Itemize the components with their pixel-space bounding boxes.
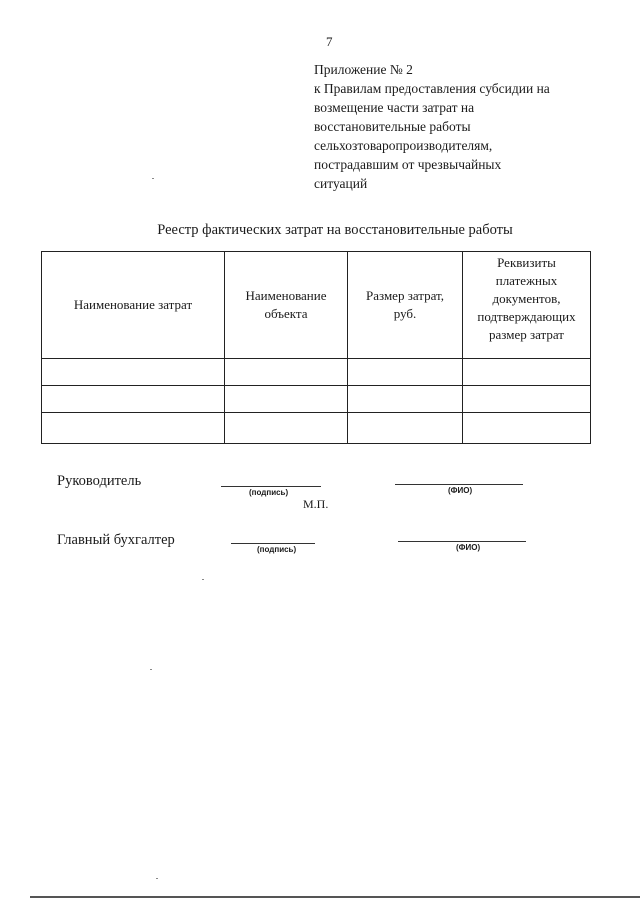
header-payment-documents: Реквизиты платежных документов, подтверждающих размер затрат	[463, 252, 591, 359]
appendix-line: ситуаций	[314, 176, 368, 191]
head-signature-caption: (подпись)	[249, 488, 289, 497]
page-number: 7	[326, 34, 333, 49]
appendix-line: возмещение части затрат на	[314, 100, 475, 115]
table-row	[42, 413, 591, 444]
table-cell	[463, 359, 591, 386]
table-cell	[348, 359, 463, 386]
head-name-caption: (ФИО)	[448, 486, 473, 495]
appendix-line: восстановительные работы	[314, 119, 471, 134]
scan-speck	[156, 878, 158, 879]
header-cost-name: Наименование затрат	[42, 252, 225, 359]
table-row	[42, 386, 591, 413]
table-cell	[42, 359, 225, 386]
scan-speck	[152, 178, 154, 179]
accountant-signature-line	[231, 543, 315, 544]
page-bottom-edge	[30, 896, 640, 898]
table-header-row	[42, 252, 591, 359]
table-cell	[225, 359, 348, 386]
table-cell	[463, 386, 591, 413]
accountant-role-label: Главный бухгалтер	[57, 532, 175, 548]
head-name-line	[395, 484, 523, 485]
appendix-line: пострадавшим от чрезвычайных	[314, 157, 502, 172]
table-row	[42, 359, 591, 386]
stamp-label: М.П.	[303, 497, 329, 511]
head-role-label: Руководитель	[57, 473, 142, 489]
header-cost-amount: Размер затрат, руб.	[348, 252, 463, 359]
appendix-line: Приложение № 2	[314, 62, 413, 77]
scan-speck	[150, 669, 152, 670]
document-title: Реестр фактических затрат на восстановительные работы	[157, 222, 513, 238]
appendix-line: сельхозтоваропроизводителям,	[314, 138, 493, 153]
accountant-name-caption: (ФИО)	[456, 543, 481, 552]
accountant-name-line	[398, 541, 526, 542]
table-cell	[348, 386, 463, 413]
head-signature-line	[221, 486, 321, 487]
scan-speck	[202, 579, 204, 580]
table-cell	[225, 413, 348, 444]
table-cell	[42, 386, 225, 413]
accountant-signature-caption: (подпись)	[257, 545, 297, 554]
table-cell	[42, 413, 225, 444]
table-cell	[225, 386, 348, 413]
table-cell	[463, 413, 591, 444]
header-object-name: Наименование объекта	[225, 252, 348, 359]
table-cell	[348, 413, 463, 444]
registry-table	[41, 251, 591, 444]
appendix-line: к Правилам предоставления субсидии на	[314, 81, 550, 96]
appendix-block	[314, 60, 614, 193]
